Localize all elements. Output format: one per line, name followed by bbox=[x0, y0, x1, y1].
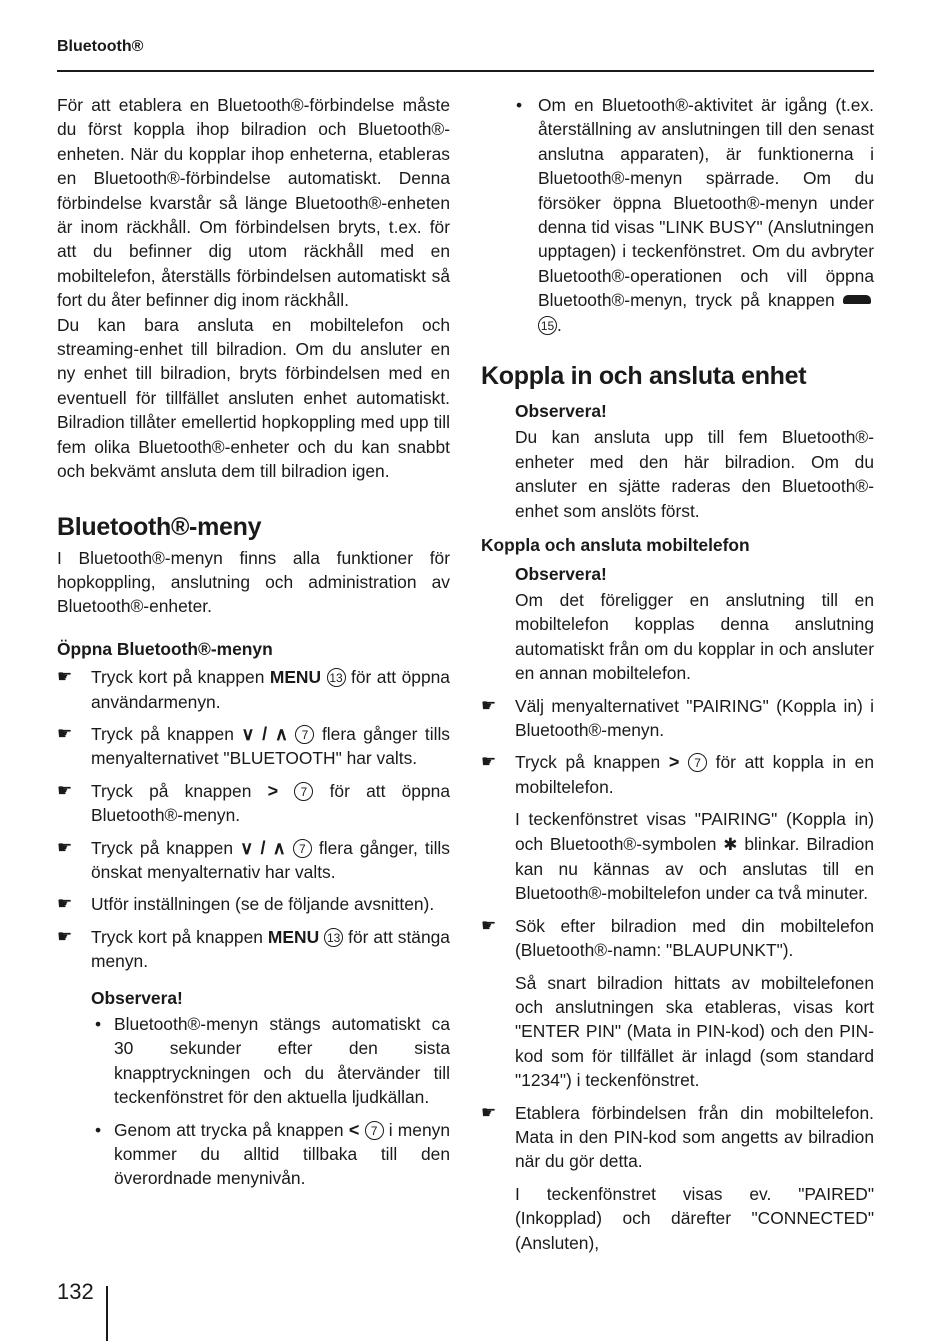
pointing-hand-icon: ☛ bbox=[481, 1102, 497, 1122]
subheading-open-menu: Öppna Bluetooth®-menyn bbox=[57, 638, 273, 659]
pointing-hand-icon: ☛ bbox=[57, 926, 73, 946]
header-rule bbox=[57, 70, 874, 72]
up-down-key-icon: ∨ / ∧ bbox=[241, 723, 288, 744]
step-5: ☛ Utför inställningen (se de följande avsnitten). bbox=[57, 892, 450, 916]
step-pairing-4: ☛ Etablera förbindelsen från din mobiltelefon. Mata in den PIN-kod som angetts av bilradion när du gör detta. bbox=[481, 1102, 874, 1172]
running-header: Bluetooth® bbox=[57, 38, 144, 55]
pointing-hand-icon: ☛ bbox=[57, 837, 73, 857]
bullet-icon: • bbox=[516, 95, 523, 115]
pointing-hand-icon: ☛ bbox=[57, 723, 73, 743]
right-key-icon: > bbox=[267, 780, 279, 801]
section-heading-connect: Koppla in och ansluta enhet bbox=[481, 362, 807, 391]
paired-info: I teckenfönstret visas ev. "PAIRED" (Inkopplad) och därefter "CONNECTED" (Ansluten), bbox=[515, 1183, 874, 1253]
bullet-icon: • bbox=[95, 1014, 102, 1034]
key-number-badge: 15 bbox=[538, 316, 557, 335]
page-number: 132 bbox=[57, 1279, 94, 1304]
step-4: ☛ Tryck på knappen ∨ / ∧ 7 flera gånger, tills önskat menyalternativ har valts. bbox=[57, 837, 450, 882]
pointing-hand-icon: ☛ bbox=[57, 780, 73, 800]
pointing-hand-icon: ☛ bbox=[481, 752, 497, 772]
note-heading: Observera! bbox=[515, 401, 607, 422]
right-column bbox=[481, 93, 874, 1255]
step-pairing-1: ☛ Välj menyalternativet "PAIRING" (Koppla in) i Bluetooth®-menyn. bbox=[481, 695, 874, 740]
menu-description: I Bluetooth®-menyn finns alla funktioner för hopkoppling, anslutning och administration av Bluetooth®-enheter. bbox=[57, 547, 450, 617]
up-down-key-icon: ∨ / ∧ bbox=[240, 837, 286, 858]
pointing-hand-icon: ☛ bbox=[481, 695, 497, 715]
pairing-info: I teckenfönstret visas "PAIRING" (Koppla in) och Bluetooth®-symbolen ✱ blinkar. Bilradion kan nu kännas av och anslutas till en Bluetooth®-mobiltelefon under ca två minuter. bbox=[515, 809, 874, 904]
intro-paragraph: För att etablera en Bluetooth®-förbindelse måste du först koppla ihop bilradion och Bluetooth®-enheten. När du kopplar ihop enheterna, etableras en Bluetooth®-förbindelse automatiskt. Denna förbindelse kvarstår så länge Bluetooth®-enheten är inom räckhåll. Om förbindelsen bryts, t.ex. för att du befinner dig utom räckhåll med en mobiltelefon, återställs förbindelsen automatiskt så fort du åter befinner dig inom räckhåll. bbox=[57, 95, 450, 311]
bluetooth-icon: ✱ bbox=[723, 834, 738, 854]
subheading-phone: Koppla och ansluta mobiltelefon bbox=[481, 535, 750, 556]
left-column bbox=[57, 93, 450, 1191]
menu-key-label: MENU bbox=[267, 926, 320, 947]
menu-key-label: MENU bbox=[269, 667, 322, 688]
section-heading-menu: Bluetooth®-meny bbox=[57, 512, 262, 541]
note-heading: Observera! bbox=[515, 563, 607, 584]
note-text: Du kan ansluta upp till fem Bluetooth®-enheter med den här bilradion. Om du ansluter en sjätte raderas den Bluetooth®-enhet som anslöts först. bbox=[515, 427, 874, 521]
step-1: ☛ Tryck kort på knappen MENU 13 för att öppna användarmenyn. bbox=[57, 667, 450, 712]
note-text: Om det föreligger en anslutning till en mobiltelefon kopplas denna anslutning automatiskt från om du kopplar in och ansluter en annan mobiltelefon. bbox=[515, 589, 874, 684]
key-number-badge: 7 bbox=[295, 725, 314, 744]
key-number-badge: 13 bbox=[327, 668, 346, 687]
phone-hangup-icon bbox=[843, 295, 871, 304]
step-3: ☛ Tryck på knappen > 7 för att öppna Bluetooth®-menyn. bbox=[57, 780, 450, 826]
note-bullet-2: • Genom att trycka på knappen < 7 i menyn kommer du alltid tillbaka till den överordnade menynivån. bbox=[95, 1119, 450, 1189]
pin-info: Så snart bilradion hittats av mobiltelefonen och anslutningen ska etableras, visas kort "ENTER PIN" (Mata in PIN-kod) och den PIN-kod som för tillfället är inlagd (som standard "1234") i teckenfönstret. bbox=[515, 972, 874, 1091]
pointing-hand-icon: ☛ bbox=[57, 667, 73, 687]
step-pairing-2: ☛ Tryck på knappen > 7 för att koppla in en mobiltelefon. bbox=[481, 752, 874, 797]
key-number-badge: 7 bbox=[294, 782, 313, 801]
key-number-badge: 7 bbox=[365, 1121, 384, 1140]
pointing-hand-icon: ☛ bbox=[57, 894, 73, 914]
right-key-icon: > bbox=[668, 752, 680, 773]
step-6: ☛ Tryck kort på knappen MENU 13 för att stänga menyn. bbox=[57, 926, 450, 972]
note-heading: Observera! bbox=[91, 987, 183, 1008]
key-number-badge: 7 bbox=[688, 753, 707, 772]
busy-bullet: • Om en Bluetooth®-aktivitet är igång (t.ex. återställning av anslutningen till den senast anslutna apparaten), är funktionerna i Bluetooth®-menyn spärrade. Om du försöker öppna Bluetooth®-menyn under denna tid visas "LINK BUSY" (Anslutningen upptagen) i teckenfönstret. Om du avbryter Bluetooth®-operationen och vill öppna Bluetooth®-menyn, tryck på knappen 15 . bbox=[516, 95, 874, 335]
bullet-icon: • bbox=[95, 1119, 102, 1140]
left-key-icon: < bbox=[348, 1119, 360, 1140]
key-number-badge: 13 bbox=[324, 928, 343, 947]
page-number-rule bbox=[106, 1286, 108, 1341]
pointing-hand-icon: ☛ bbox=[481, 915, 497, 935]
note-bullet-1: • Bluetooth®-menyn stängs automatiskt ca 30 sekunder efter den sista knapptryckningen och du återvänder till teckenfönstret för den aktuella ljudkällan. bbox=[95, 1014, 450, 1108]
key-number-badge: 7 bbox=[293, 839, 312, 858]
step-pairing-3: ☛ Sök efter bilradion med din mobiltelefon (Bluetooth®-namn: "BLAUPUNKT"). bbox=[481, 915, 874, 961]
intro-paragraph-2: Du kan bara ansluta en mobiltelefon och streaming-enhet till bilradion. Om du ansluter en ny enhet till bilradion, bryts förbindelsen med en eventuell för tillfället ansluten enhet automatiskt. Bilradion tillåter emellertid hopkoppling med upp till fem olika Bluetooth®-enheter och du kan snabbt och bekvämt ansluta dem till bilradion igen. bbox=[57, 314, 450, 482]
step-2: ☛ Tryck på knappen ∨ / ∧ 7 flera gånger tills menyalternativet "BLUETOOTH" har valts. bbox=[57, 723, 451, 769]
